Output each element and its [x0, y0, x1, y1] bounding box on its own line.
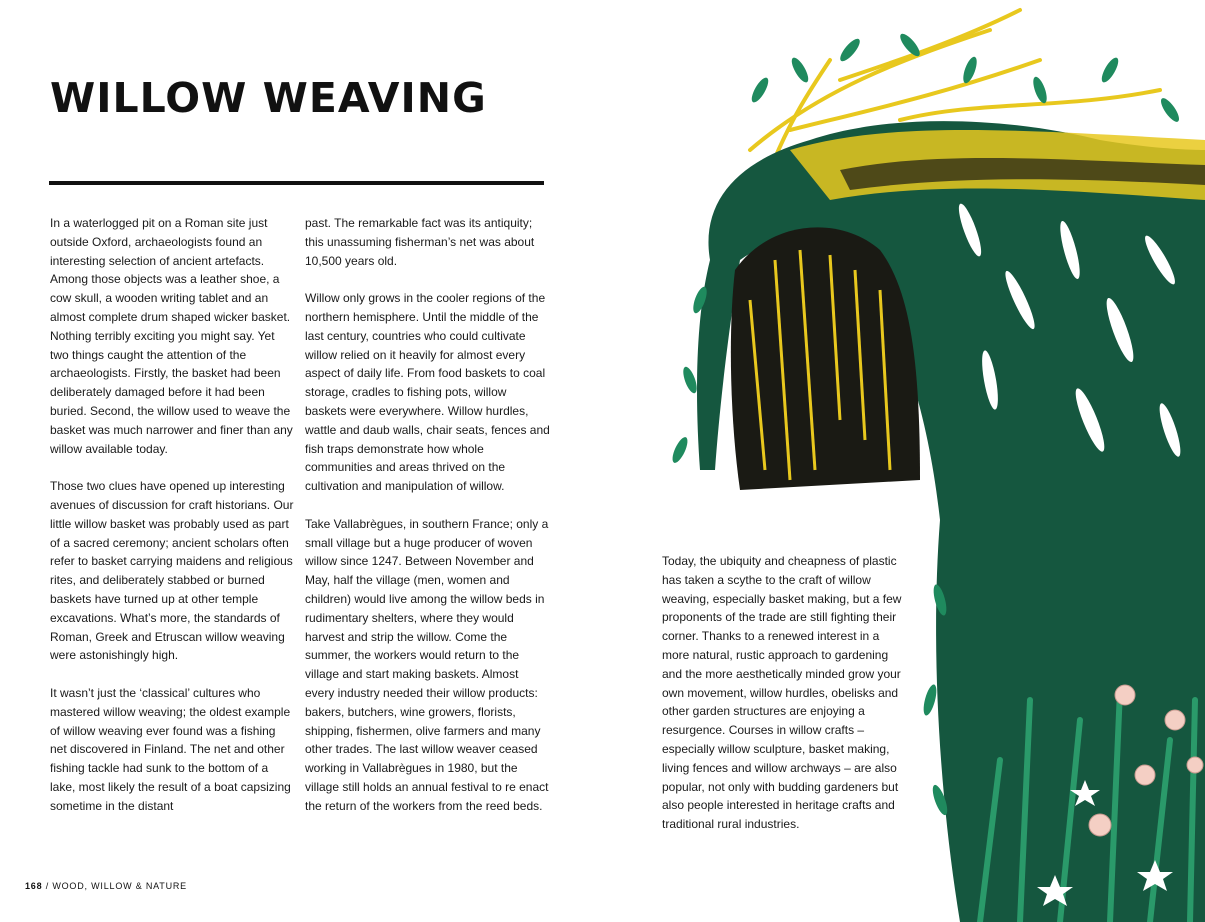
- section-name: / WOOD, WILLOW & NATURE: [45, 881, 187, 891]
- paragraph: Those two clues have opened up interesting avenues of discussion for craft historians. Our little willow basket was probably used as part of a sacred ceremony; ancient scholars often refer to basket carrying maidens and religious rites, and deliberately stabbed or burned baskets have turned up at other temple excavations. What’s more, the standards of Roman, Greek and Etruscan willow weaving were astonishingly high.: [50, 479, 294, 663]
- paragraph: In a waterlogged pit on a Roman site just outside Oxford, archaeologists found an interesting selection of ancient artefacts. Among those objects was a leather shoe, a cow skull, a wooden writing tablet and an almost complete drum shaped wicker basket. Nothing terribly exciting you might say. Yet two things caught the attention of the archaeologists. Firstly, the basket had been deliberately damaged before it had been buried. Second, the willow used to weave the basket was much narrower and finer than any willow available today.: [50, 216, 293, 456]
- page-footer: [25, 881, 187, 891]
- text-column-2: [305, 214, 550, 816]
- paragraph: Willow only grows in the cooler regions of the northern hemisphere. Until the middle of the last century, countries who could cultivate willow relied on it heavily for almost every aspect of daily life. From food baskets to coal storage, cradles to fishing pots, willow baskets were everywhere. Willow hurdles, wattle and daub walls, chair seats, fences and fish traps demonstrate how whole communities and areas thrived on the cultivation and manipulation of willow.: [305, 291, 550, 494]
- title-divider: [49, 181, 544, 185]
- paragraph: Take Vallabrègues, in southern France; only a small village but a huge producer of woven willow since 1247. Between November and May, half the village (men, women and children) would live among the willow beds in rudimentary shelters, where they would harvest and strip the willow. Come the summer, the workers would return to the village and start making baskets. Almost every industry needed their willow products: bakers, butchers, wine growers, florists, shipping, fishermen, olive farmers and many other trades. The last willow weaver ceased working in Vallabrègues in 1980, but the village still holds an annual festival to re enact the return of the workers from the reed beds.: [305, 516, 549, 813]
- text-column-1: [50, 214, 295, 816]
- paragraph: Today, the ubiquity and cheapness of plastic has taken a scythe to the craft of willow weaving, especially basket making, but a few proponents of the trade are still fighting their corner. Thanks to a renewed interest in a more natural, rustic approach to gardening and the more aesthetically minded grow your own movement, willow hurdles, obelisks and other garden structures are enjoying a resurgence. Courses in willow crafts – especially willow sculpture, basket making, living fences and willow archways – are also popular, not only with budding gardeners but also people interested in heritage crafts and traditional rural industries.: [662, 554, 902, 832]
- page-number: 168: [25, 881, 43, 891]
- paragraph: It wasn’t just the ‘classical’ cultures who mastered willow weaving; the oldest example of willow weaving ever found was a fishing net discovered in Finland. The net and other fishing tackle had sunk to the bottom of a lake, most likely the result of a boat capsizing sometime in the distant: [50, 685, 291, 813]
- paragraph: past. The remarkable fact was its antiquity; this unassuming fisherman’s net was about 10,500 years old.: [305, 216, 535, 268]
- page-title: WILLOW WEAVING: [50, 74, 487, 122]
- willow-archway-illustration: [640, 0, 1205, 922]
